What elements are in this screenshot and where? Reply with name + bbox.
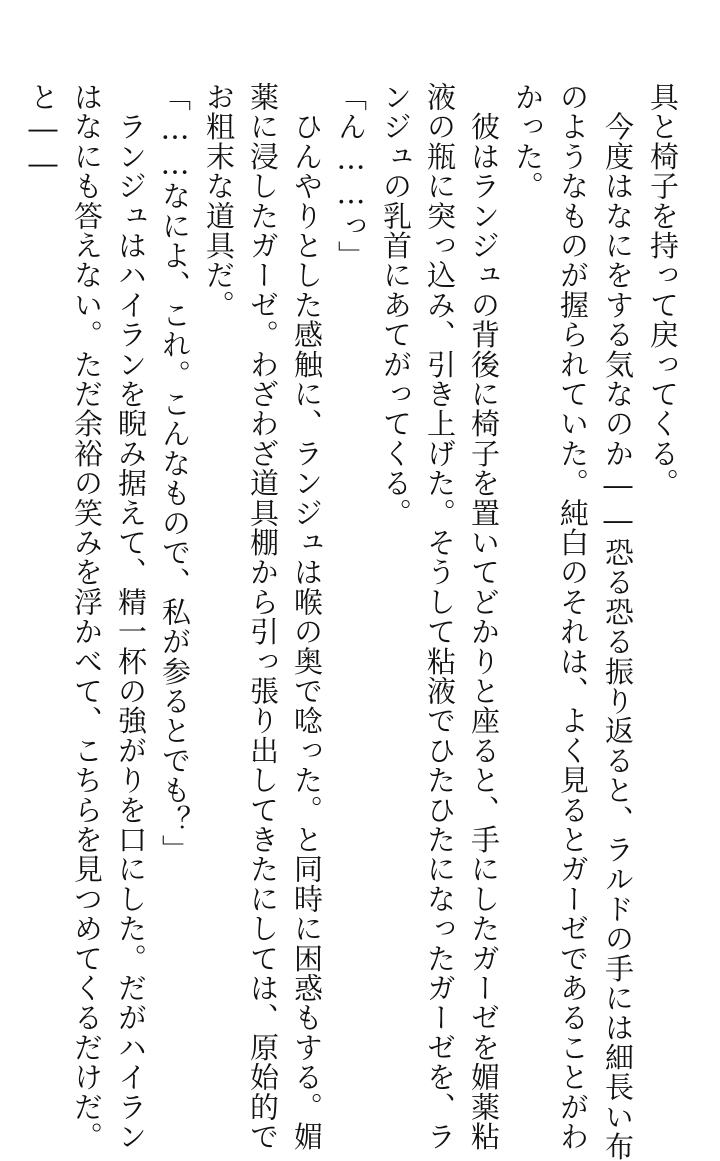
text-line: お粗末な道具だ。: [202, 82, 236, 320]
text-line: 「……なによ、これ。こんなもので、私が参るとでも？」: [158, 82, 192, 865]
text-line: と――: [26, 82, 60, 182]
text-line: 「ん……っ」: [334, 82, 368, 271]
text-line: 彼はランジュの背後に椅子を置いてどかりと座ると、手にしたガーゼを媚薬粘: [467, 82, 501, 1152]
text-line: 具と椅子を持って戻ってくる。: [646, 82, 680, 498]
text-line: 今度はなにをする気なのか――恐る恐る振り返ると、ラルドの手には細長い布: [601, 82, 635, 1161]
text-line: ひんやりとした感触に、ランジュは喉の奥で唸った。と同時に困惑もする。媚: [290, 82, 324, 1152]
text-line: のようなものが握られていた。純白のそれは、よく見るとガーゼであることがわ: [556, 82, 590, 1152]
text-line: ンジュの乳首にあてがってくる。: [379, 82, 413, 528]
text-line: 薬に浸したガーゼ。わざわざ道具棚から引っ張り出してきたにしては、原始的で: [246, 82, 280, 1152]
text-line: ランジュはハイランを睨み据えて、精一杯の強がりを口にした。だがハイラン: [114, 82, 148, 1152]
text-line: かった。: [511, 82, 545, 201]
text-line: 液の瓶に突っ込み、引き上げた。そうして粘液でひたひたになったガーゼを、ラ: [423, 82, 457, 1152]
text-line: はなにも答えない。ただ余裕の笑みを浮かべて、こちらを見つめてくるだけだ。: [70, 82, 104, 1152]
